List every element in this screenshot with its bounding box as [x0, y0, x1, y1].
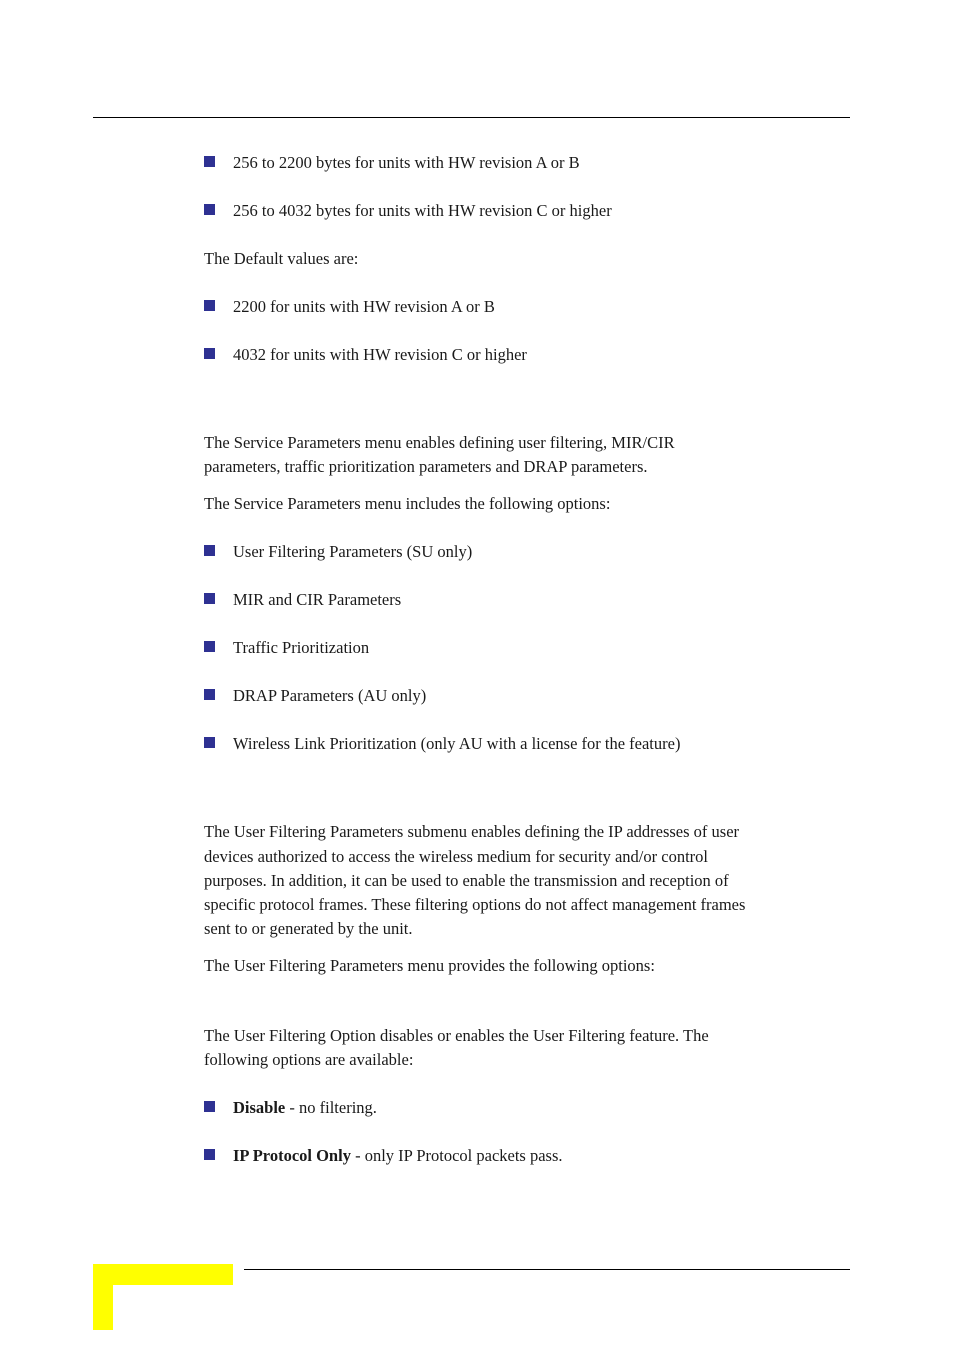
footer-accent-bar: [93, 1264, 233, 1285]
option-desc: - no filtering.: [285, 1098, 377, 1117]
bullet-square-icon: [204, 204, 215, 215]
bullet-square-icon: [204, 156, 215, 167]
list-item-text: Traffic Prioritization: [233, 638, 370, 657]
paragraph-line: parameters, traffic prioritization parameters and DRAP parameters.: [204, 457, 648, 476]
bullet-square-icon: [204, 737, 215, 748]
footer-accent-bar: [93, 1264, 113, 1330]
list-item: [204, 636, 369, 660]
list-item-text: 256 to 2200 bytes for units with HW revision A or B: [233, 153, 580, 172]
list-item-text: Wireless Link Prioritization (only AU with a license for the feature): [233, 734, 681, 753]
list-item-text: 2200 for units with HW revision A or B: [233, 297, 495, 316]
bullet-square-icon: [204, 545, 215, 556]
bullet-square-icon: [204, 689, 215, 700]
list-item-text: DRAP Parameters (AU only): [233, 686, 427, 705]
list-item: [204, 295, 495, 319]
list-item-text: 4032 for units with HW revision C or higher: [233, 345, 527, 364]
header-rule: [93, 117, 850, 118]
list-item-text: 256 to 4032 bytes for units with HW revision C or higher: [233, 201, 612, 220]
paragraph-line: specific protocol frames. These filtering options do not affect management frames: [204, 895, 746, 914]
bullet-square-icon: [204, 1149, 215, 1160]
bullet-square-icon: [204, 1101, 215, 1112]
list-item: [204, 1144, 563, 1168]
paragraph-line: The User Filtering Parameters submenu enables defining the IP addresses of user: [204, 822, 740, 841]
option-desc: - only IP Protocol packets pass.: [350, 1146, 563, 1165]
list-item: [204, 199, 612, 223]
list-item: [204, 151, 580, 175]
bullet-square-icon: [204, 593, 215, 604]
bullet-square-icon: [204, 300, 215, 311]
option-term: Disable: [233, 1098, 286, 1117]
defaults-intro: The Default values are:: [204, 249, 359, 268]
paragraph-line: The Service Parameters menu enables defining user filtering, MIR/CIR: [204, 433, 675, 452]
paragraph-line: sent to or generated by the unit.: [204, 919, 413, 938]
options-intro: The Service Parameters menu includes the following options:: [204, 494, 611, 513]
paragraph-line: following options are available:: [204, 1050, 414, 1069]
list-item-text: User Filtering Parameters (SU only): [233, 542, 473, 561]
list-item: [204, 1096, 377, 1120]
bullet-square-icon: [204, 348, 215, 359]
paragraph-line: The User Filtering Option disables or enables the User Filtering feature. The: [204, 1026, 709, 1045]
bullet-square-icon: [204, 641, 215, 652]
paragraph-line: purposes. In addition, it can be used to enable the transmission and reception of: [204, 871, 729, 890]
list-item-text: MIR and CIR Parameters: [233, 590, 402, 609]
list-item: [204, 684, 426, 708]
list-item: [204, 588, 401, 612]
options-intro: The User Filtering Parameters menu provides the following options:: [204, 956, 655, 975]
list-item: [204, 343, 527, 367]
list-item: [204, 540, 472, 564]
footer-rule: [244, 1269, 850, 1270]
list-item: [204, 732, 680, 756]
option-term: IP Protocol Only: [233, 1146, 351, 1165]
paragraph-line: devices authorized to access the wireless medium for security and/or control: [204, 847, 708, 866]
